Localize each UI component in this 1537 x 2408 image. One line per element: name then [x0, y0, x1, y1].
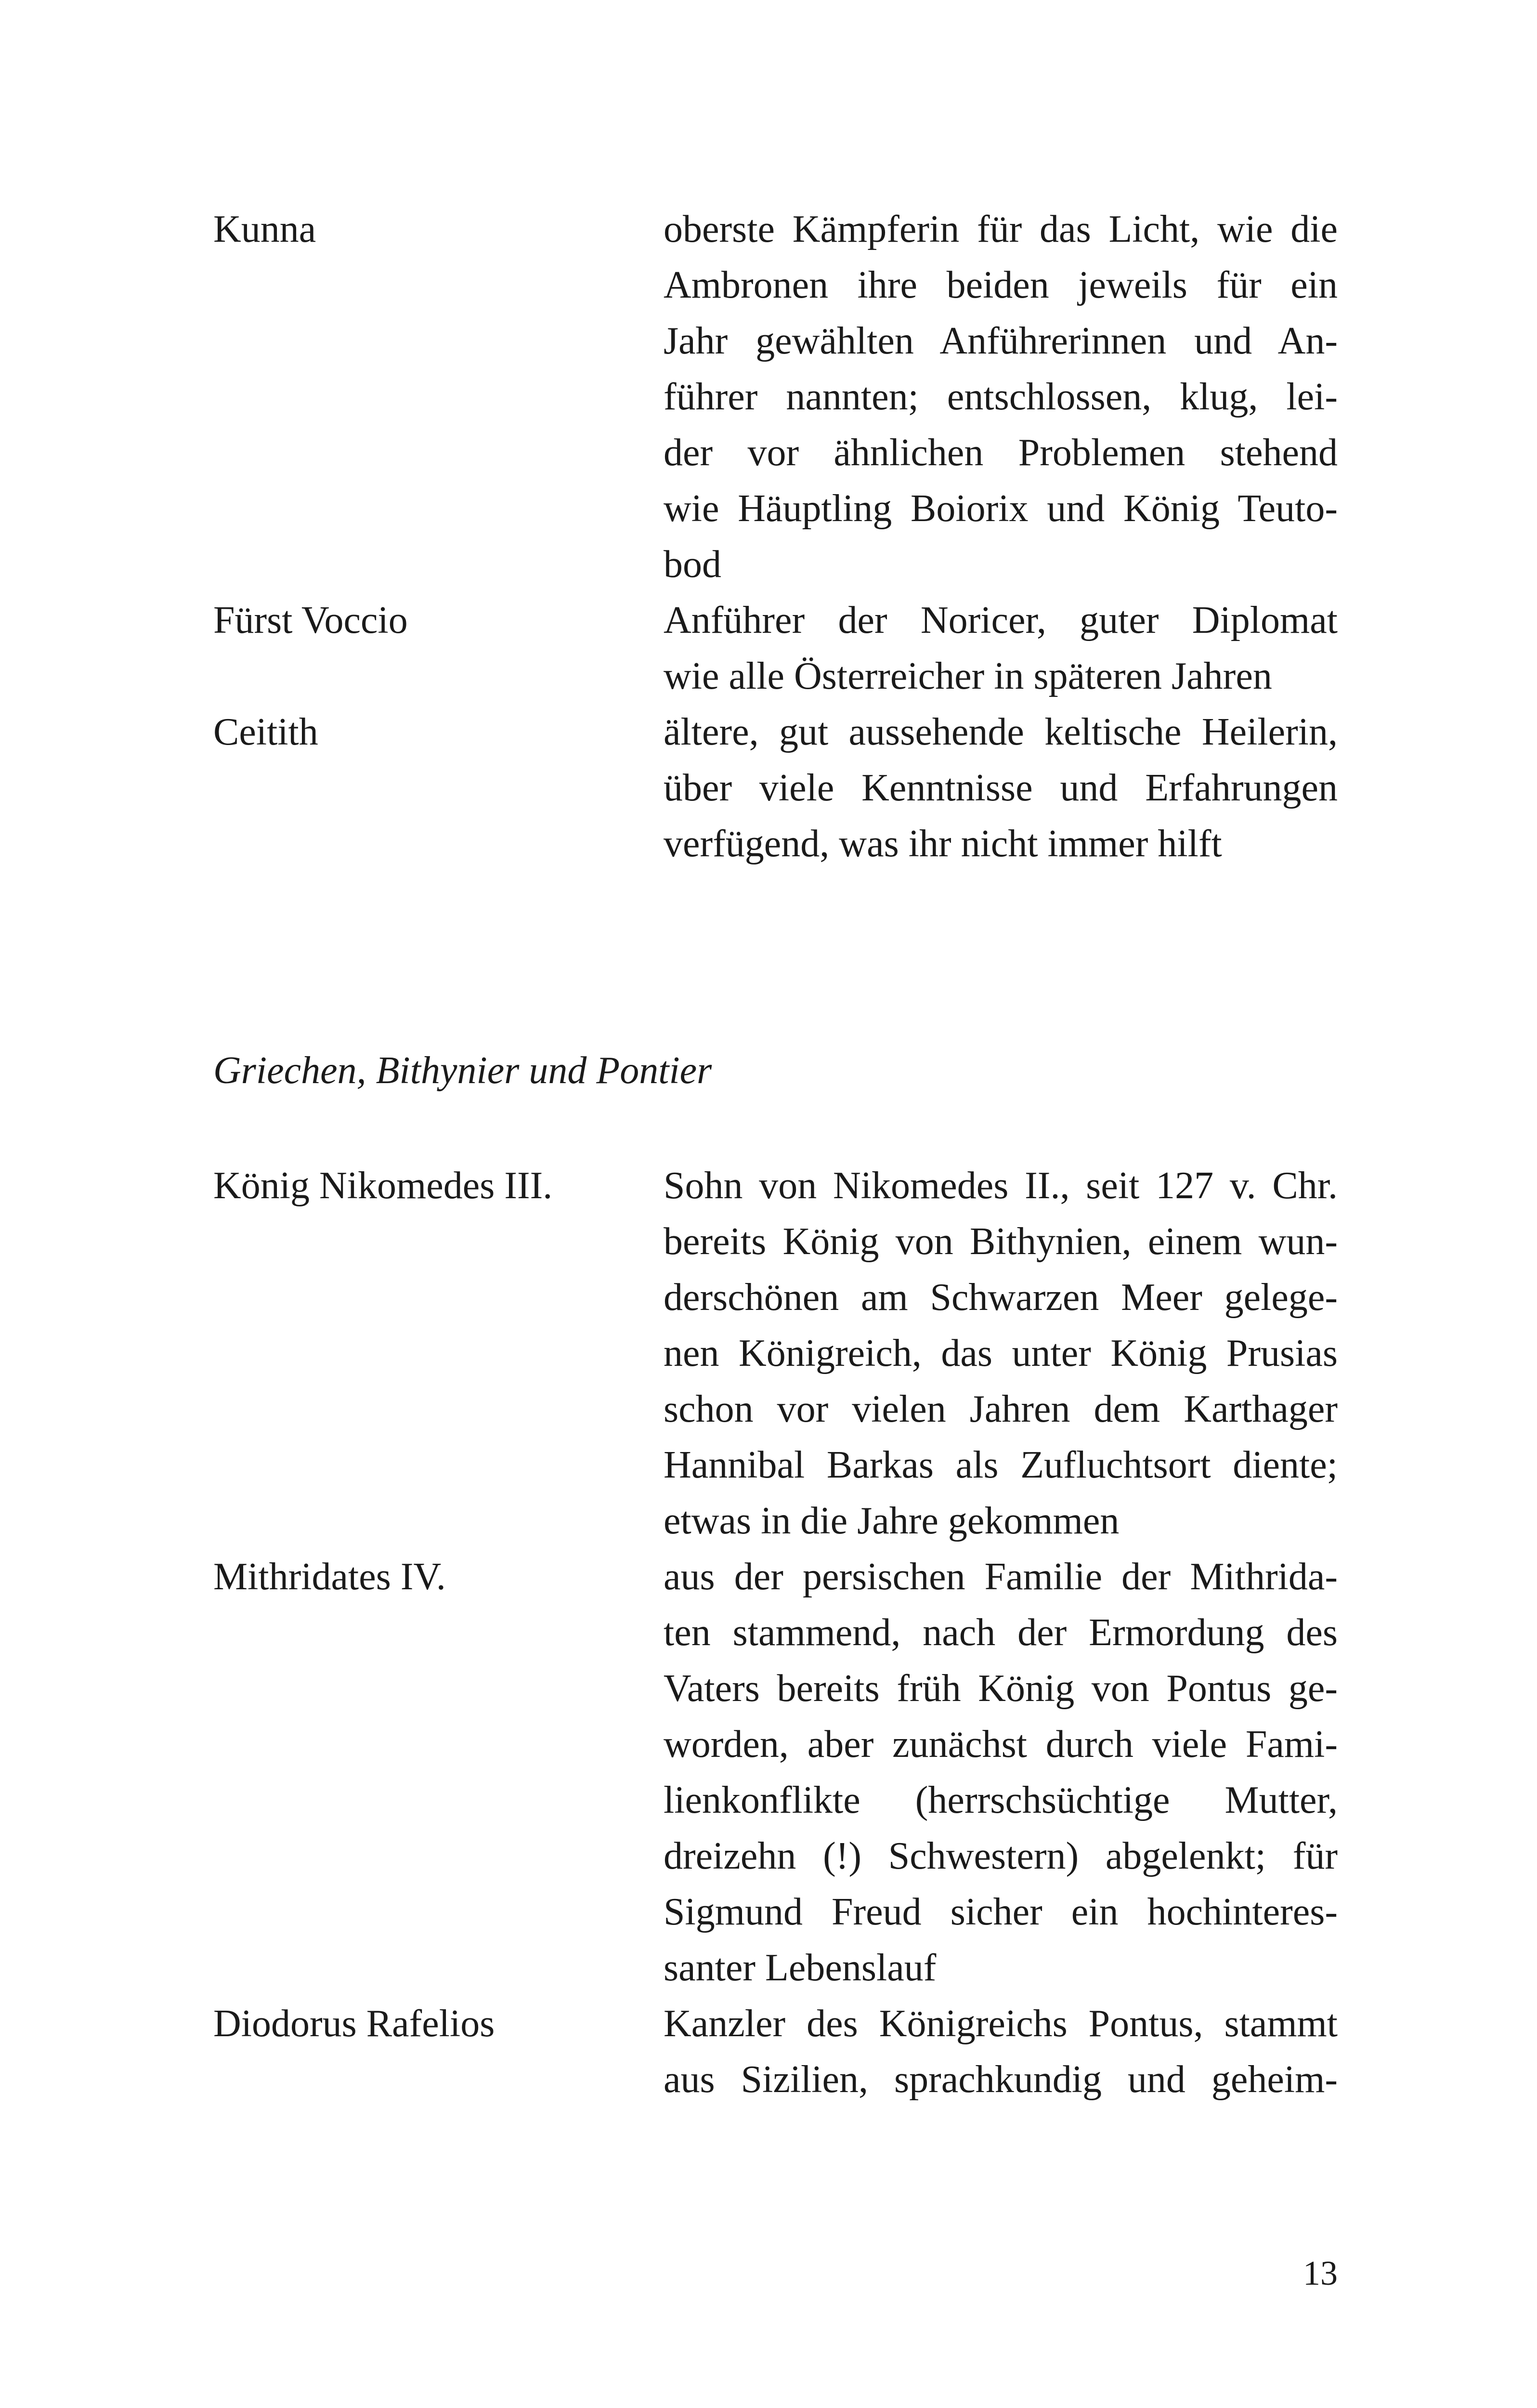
entry-name: Mithridates IV.	[213, 1556, 446, 1598]
description-line: aus der persischen Familie der Mithrida-	[664, 1556, 1338, 1598]
description-line: der vor ähnlichen Problemen stehend	[664, 432, 1338, 474]
description-line: ältere, gut aussehende keltische Heilerin,	[664, 711, 1338, 753]
entry-name: Fürst Voccio	[213, 599, 408, 641]
description-line: nen Königreich, das unter König Prusias	[664, 1332, 1338, 1374]
entry-description	[664, 704, 1338, 872]
description-line: verfügend, was ihr nicht immer hilft	[664, 823, 1222, 865]
entry-description	[664, 1549, 1338, 1996]
entry-description	[664, 1996, 1338, 2107]
description-line: Sigmund Freud sicher ein hochinteres-	[664, 1891, 1338, 1933]
description-line: dreizehn (!) Schwestern) abgelenkt; für	[664, 1835, 1338, 1877]
entry-description	[664, 201, 1338, 592]
section-heading: Griechen, Bithynier und Pontier	[213, 1049, 712, 1092]
entry-name: Kunna	[213, 208, 316, 250]
description-line: wie alle Österreicher in späteren Jahren	[664, 655, 1272, 697]
description-line: Jahr gewählten Anführerinnen und An-	[664, 320, 1338, 362]
description-line: derschönen am Schwarzen Meer gelege-	[664, 1276, 1338, 1319]
description-line: lienkonflikte (herrschsüchtige Mutter,	[664, 1779, 1338, 1821]
description-line: führer nannten; entschlossen, klug, lei-	[664, 376, 1338, 418]
description-line: aus Sizilien, sprachkundig und geheim-	[664, 2058, 1338, 2101]
description-line: santer Lebenslauf	[664, 1947, 937, 1989]
entry-description	[664, 1158, 1338, 1549]
description-line: Hannibal Barkas als Zufluchtsort diente;	[664, 1444, 1338, 1486]
entry-name: Ceitith	[213, 711, 318, 753]
description-line: ten stammend, nach der Ermordung des	[664, 1611, 1338, 1654]
entry-description	[664, 592, 1338, 704]
description-line: Vaters bereits früh König von Pontus ge-	[664, 1667, 1338, 1710]
description-line: wie Häuptling Boiorix und König Teuto-	[664, 487, 1338, 530]
description-line: über viele Kenntnisse und Erfahrungen	[664, 767, 1338, 809]
description-line: etwas in die Jahre gekommen	[664, 1500, 1120, 1542]
description-line: worden, aber zunächst durch viele Fami-	[664, 1723, 1338, 1766]
entry-name: König Nikomedes III.	[213, 1165, 553, 1207]
description-line: bod	[664, 543, 721, 586]
description-line: Kanzler des Königreichs Pontus, stammt	[664, 2002, 1338, 2045]
description-line: Anführer der Noricer, guter Diplomat	[664, 599, 1338, 641]
page-number: 13	[1303, 2254, 1338, 2292]
entry-name: Diodorus Rafelios	[213, 2002, 495, 2045]
description-line: bereits König von Bithynien, einem wun-	[664, 1220, 1338, 1263]
description-line: Sohn von Nikomedes II., seit 127 v. Chr.	[664, 1165, 1338, 1207]
description-line: oberste Kämpferin für das Licht, wie die	[664, 208, 1338, 250]
description-line: schon vor vielen Jahren dem Karthager	[664, 1388, 1338, 1430]
description-line: Ambronen ihre beiden jeweils für ein	[664, 264, 1338, 306]
